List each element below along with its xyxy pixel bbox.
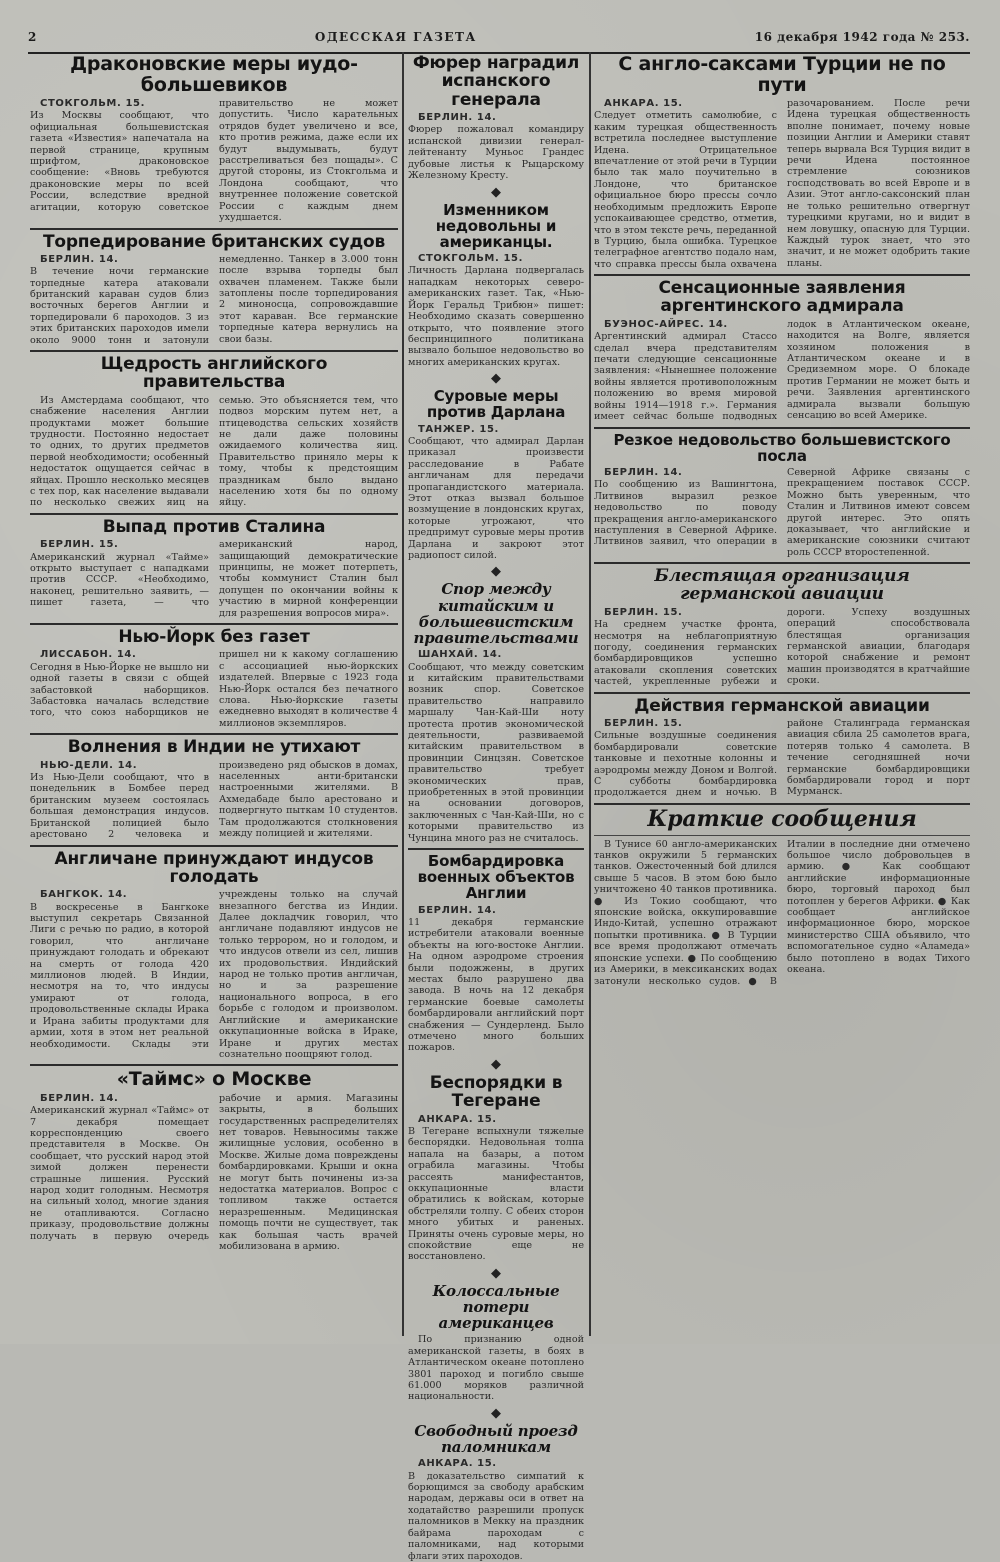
article-dateline: НЬЮ-ДЕЛИ. 14.	[40, 759, 138, 771]
article-dateline: БАНГКОК. 14.	[40, 889, 128, 901]
article-headline: Англичане принуждают индусов голодать	[54, 848, 374, 887]
article-headline: Изменником недовольны и американцы.	[435, 200, 557, 251]
article-headline: Бомбардировка военных объектов Англии	[417, 852, 575, 903]
article-divider	[30, 350, 398, 352]
article-text: На среднем участке фронта, несмотря на неблагоприятную погоду, соединения германских бомбардировщиков успешно атаковали скопления советских частей, укрепленные рубежи и дороги. Успеху воздушных операций способствовала блестящая организация германской авиации, благодаря которой снабжение и ремонт машин производятся в кратчайшие сроки.	[594, 606, 970, 688]
article-dateline: БЕРЛИН. 14.	[418, 112, 497, 124]
article-body	[30, 889, 398, 1060]
newspaper-title: ОДЕССКАЯ ГАЗЕТА	[314, 30, 477, 44]
article-dateline: БЕРЛИН. 15.	[604, 718, 683, 730]
article-divider	[30, 733, 398, 735]
article-divider	[30, 1064, 398, 1066]
article-body	[408, 905, 584, 1054]
article	[30, 355, 398, 509]
article-body	[594, 319, 970, 423]
article-divider	[594, 274, 970, 276]
masthead	[28, 24, 970, 50]
article	[30, 518, 398, 619]
article-divider	[30, 623, 398, 625]
article-text: Сообщают, что между советским и китайским правительствами возник спор. Советское правительство направило маршалу Чан-Кай-Ши ноту протеста против экономической деятельности, развиваемой китайским правительством в провинции Синцзян. Советское правительство требует экономических прав, приобретенных в этой провинции на основании договоров, заключенных с Чан-Кай-Ши, но с которыми правительство из Чунцина много раз не считалось.	[408, 661, 584, 844]
diamond-ornament: ◆	[491, 564, 501, 580]
diamond-ornament: ◆	[491, 371, 501, 387]
article-text: Сильные воздушные соединения бомбардировали советские танковые и пехотные колонны и аэродромы между Доном и Волгой. С субботы бомбардировка продолжается днем и ночью. В районе Сталинграда германская авиация сбила 25 самолетов врага, потеряв только 4 самолета. В течение сегодняшней ночи германские бомбардировщики бомбардировали город и порт Мурманск.	[594, 718, 970, 799]
article-body	[30, 98, 398, 223]
article-body	[30, 395, 398, 509]
article-text: В доказательство симпатий к борющимся за свободу арабским народам, державы оси в ответ на ходатайство разрешили пропуск паломников в Мекку на праздник байрама пароходам с паломниками, над которыми флаги этих пароходов.	[408, 1470, 584, 1562]
article-body	[408, 1334, 584, 1402]
article-text: В Тунисе 60 англо-американских танков окружили 5 германских танков. Ожесточенный бой длился свыше 5 часов. В этом бою было уничтожено 40 танков противника. ● Из Токио сообщают, что японские войска, оккупировавшие Индо-Китай, успешно отражают попытки противника. ● В Турции все время продолжают отмечать японские успехи. ● По сообщению из Америки, в мексиканских водах затонули несколько судов. ● В Италии в последние дни отмечено большое число добровольцев в армию. ● Как сообщают английские информационные бюро, торговый пароход был потоплен у берегов Африки. ● Как сообщает английское информационное бюро, морское министерство США объявило, что вспомогательное судно «Аламеда» было потоплено в водах Тихого океана.	[594, 838, 970, 987]
article-text: Фюрер пожаловал командиру испанской дивизии генерал-лейтенанту Муньос Грандес дубовые листья к Рыцарскому Железному Кресту.	[408, 124, 584, 182]
article-body	[594, 718, 970, 799]
article-body	[30, 649, 398, 729]
article-body	[408, 112, 584, 181]
page-number: 2	[28, 30, 37, 44]
article-body	[408, 253, 584, 368]
article-dateline: ЛИССАБОН. 14.	[40, 649, 137, 661]
diamond-ornament: ◆	[491, 1265, 501, 1281]
article-headline: Выпад против Сталина	[102, 516, 326, 537]
article-dateline: БЕРЛИН. 14.	[40, 253, 119, 265]
article-text: Из Нью-Дели сообщают, что в понедельник в Бомбее перед британским музеем состоялась большая демонстрация индусов. Британской полицией было арестовано 2 человека и произведено ряд обысков в домах, населенных анти-британски настроенными жителями. В Ахмедабаде было арестовано и подвергнуто пыткам 10 студентов. Там продолжаются столкновения между полицией и жителями.	[30, 759, 398, 841]
article-body	[408, 424, 584, 562]
article-text: Из Москвы сообщают, что официальная большевистская газета «Известия» напечатала на первой странице, крупным шрифтом, драконовское сообщение: «Вновь требуются драконовские меры по всей России, вследствие вредной агитации, которую советское правительство не может допустить. Число карательных отрядов будет увеличено и все, кто против режима, даже если их будут выдумывать, будут расстреливаться без пощады». С другой стороны, из Стокгольма и Лондона сообщают, что внутреннее положение советской России с каждым днем ухудшается.	[30, 98, 398, 224]
article	[408, 853, 584, 1054]
article	[408, 1074, 584, 1263]
article-headline: Спор между китайским и большевистским правительствами	[413, 580, 579, 647]
article	[594, 54, 970, 270]
article	[408, 1423, 584, 1562]
article-dateline: ШАНХАЙ. 14.	[418, 649, 502, 661]
article-body	[408, 649, 584, 844]
article-body	[594, 607, 970, 688]
diamond-ornament: ◆	[491, 1056, 501, 1072]
article-headline: Сенсационные заявления аргентинского адмирала	[658, 278, 906, 317]
article-text: Личность Дарлана подвергалась нападкам некоторых северо-американских газет. Так, «Нью-Йорк Геральд Трибюн» пишет: Необходимо сказать совершенно открыто, что появление этого беспринципного политикана вызвало большое недовольство во многих американских кругах.	[408, 265, 584, 368]
column-middle	[408, 52, 584, 1562]
article-headline: Действия германской авиации	[634, 695, 930, 716]
article-divider	[594, 692, 970, 694]
article-headline: Свободный проезд паломникам	[414, 1421, 578, 1457]
article-text: Аргентинский адмирал Стассо сделал вчера представителям печати следующие сенсационные заявления: «Нынешнее положение войны является противоположным положению во время мировой войны 1914—1918 г.». Германия имеет сейчас больше подводных лодок в Атлантическом океане, находится на Волге, является хозяином положения в Атлантическом океане и в Средиземном море. О блокаде против Германии не может быть и речи. Заявления аргентинского адмирала вызвали большую сенсацию во всей Америке.	[594, 318, 970, 423]
article-headline: Суровые меры против Дарлана	[426, 387, 566, 422]
article-dateline: БЕРЛИН. 14.	[40, 1092, 119, 1104]
article-dateline: БУЭНОС-АЙРЕС. 14.	[604, 318, 728, 330]
article-divider	[594, 803, 970, 805]
article	[408, 388, 584, 561]
article	[594, 279, 970, 422]
article-headline: Колоссальные потери американцев	[432, 1281, 560, 1333]
article-dateline: СТОКГОЛЬМ. 15.	[40, 98, 145, 110]
article	[30, 628, 398, 729]
article-divider	[30, 513, 398, 515]
article-text: В течение ночи германские торпедные катера атаковали британский караван судов близ восточных берегов Англии и торпедировали 6 пароходов. 3 из этих британских пароходов имели около 9000 тонн и затонули немедленно. Танкер в 3.000 тонн после взрыва торпеды был охвачен пламенем. Также были затоплены после торпедирования 2 миноносца, сопровождавшие этот караван. Все германские торпедные катера вернулись на свои базы.	[30, 253, 398, 346]
article-divider	[594, 562, 970, 564]
article-dateline: БЕРЛИН. 14.	[604, 466, 683, 478]
article-divider	[30, 228, 398, 230]
article-dateline: ТАНЖЕР. 15.	[418, 423, 499, 435]
article-body	[30, 1093, 398, 1253]
article-body	[408, 1458, 584, 1562]
column-right	[594, 52, 970, 1338]
article-dateline: БЕРЛИН. 15.	[40, 539, 119, 551]
article-text: Следует отметить самолюбие, с каким турецкая общественность встретила последнее выступление Идена. Отрицательное впечатление от этой речи в Турции было так мало поучительно в Лондоне, что британское официальное бюро прессы сочло необходимым предложить Европе успокаивающее средство, отметив, что в этом тексте речь, переданной в Турцию, была ошибка. Турецкое телеграфное агентство подало нам, что справка прессы была охвачена разочарованием. После речи Идена турецкая общественность вполне понимает, почему новые позиции Англии и Америки ставят теперь вырвала Вся Турция видит в речи Идена постоянное стремление союзников господствовать во всей Европе и в Азии. Этот англо-саксонский план не только решительно отвергнут турецкими кругами, но и видит в нем ловушку, опасную для Турции. Каждый турок знает, что это значит, и не может одобрить такие планы.	[594, 98, 970, 270]
issue-date: 16 декабря 1942 года № 253.	[754, 30, 970, 44]
article-divider	[408, 848, 584, 850]
article-body	[30, 760, 398, 841]
article	[30, 1069, 398, 1252]
article-text: В воскресенье в Бангкоке выступил секретарь Связанной Лиги с речью по радио, в которой говорил, что англичане принуждают голодать и обрекают на смерть от голода 420 миллионов людей. В Индии, несмотря на то, что индусы умирают от голода, продовольственные склады Ирака и Ирана забиты продуктами для армии, хотя в этом нет реальной необходимости. Склады эти учреждены только на случай внезапного бегства из Индии. Далее докладчик говорил, что англичане подавляют индусов не только террором, но и голодом, и что индусов отвели из сел, лишив их продовольствия. Индийский народ не только против англичан, но и за разрешение национального вопроса, в его борьбе с голодом и произволом. Английские и американские оккупационные войска в Ираке, Иране и других местах сознательно поощряют голод.	[30, 889, 398, 1060]
article	[594, 805, 970, 987]
article-body	[30, 539, 398, 619]
article-headline: Драконовские меры иудо-большевиков	[70, 53, 358, 96]
article-headline: Фюрер наградил испанского генерала	[412, 53, 580, 110]
article-headline: Щедрость английского правительства	[100, 354, 328, 393]
article-headline: «Таймс» о Москве	[116, 1068, 312, 1091]
article	[30, 850, 398, 1061]
article-divider	[594, 427, 970, 429]
article-text: По сообщению из Вашингтона, Литвинов выразил резкое недовольство по поводу прекращения англо-американского наступления в Северной Африке. Литвинов заявил, что операции в Северной Африке связаны с прекращением поставок СССР. Можно быть уверенным, что Сталин и Литвинов имеют совсем другой интерес. Это опять доказывает, что английские и американские союзники считают роль СССР второстепенной.	[594, 466, 970, 558]
article	[408, 202, 584, 369]
article	[594, 697, 970, 799]
article-headline: Торпедирование британских судов	[42, 231, 386, 252]
article-text: 11 декабря германские истребители атаковали военные объекты на юго-востоке Англии. На одном аэродроме строения были подожжены, в других местах было разрушено два завода. В ночь на 12 декабря германские боевые самолеты бомбардировали английский порт снабжения — Сундерленд. Было отмечено много больших пожаров.	[408, 917, 584, 1054]
article	[30, 233, 398, 347]
article-text: Сегодня в Нью-Йорке не вышло ни одной газеты в связи с общей забастовкой наборщиков. Забастовка началась вследствие того, что союз наборщиков не пришел ни к какому соглашению с ассоциацией нью-йоркских издателей. Впервые с 1923 года Нью-Йорк остался без печатного слова. Нью-йоркские газеты ежедневно выходят в количестве 4 миллионов экземпляров.	[30, 649, 398, 729]
article-headline: Краткие сообщения	[647, 805, 917, 832]
article-text: В Тегеране вспыхнули тяжелые беспорядки. Недовольная толпа напала на базары, а потом ограбила магазины. Чтобы рассеять манифестантов, оккупационные власти обратились к войскам, которые обстреляли толпу. С обеих сторон много убитых и раненых. Приняты очень суровые меры, но спокойствие еще не восстановлено.	[408, 1126, 584, 1263]
column-left	[30, 52, 398, 1338]
article-body	[594, 467, 970, 558]
column-separator	[402, 52, 404, 1336]
article	[30, 54, 398, 224]
article-dateline: АНКАРА. 15.	[418, 1458, 497, 1470]
article	[408, 1283, 584, 1403]
article-text: Американский журнал «Таймс» от 7 декабря помещает корреспонденцию своего представителя в Москве. Он сообщает, что русский народ этой зимой должен перенести страшные лишения. Русский народ ходит голодным. Несмотря на сильный холод, многие здания не отапливаются. Согласно приказу, продовольствие должны получать в первую очередь рабочие и армия. Магазины закрыты, в больших государственных распределителях нет товаров. Невыносимы также жилищные условия, особенно в Москве. Жилые дома повреждены бомбардировками. Крыши и окна не могут быть починены из-за недостатка материалов. Вопрос с топливом также остается неразрешенным. Медицинская помощь почти не существует, так как большая часть врачей мобилизована в армию.	[30, 1092, 398, 1253]
column-separator	[589, 52, 591, 1336]
article-dateline: СТОКГОЛЬМ. 15.	[418, 253, 523, 265]
article-text: Американский журнал «Тайме» открыто выступает с нападками против СССР. «Необходимо, наконец, решительно заявить, — пишет газета, — что американский народ, защищающий демократические принципы, не может потерпеть, чтобы коммунист Сталин был допущен по окончании войны к участию в мирной конференции для разрешения вопросов мира».	[30, 539, 398, 619]
article-dateline: БЕРЛИН. 14.	[418, 904, 497, 916]
article-text: Из Амстердама сообщают, что снабжение населения Англии продуктами может большие трудности. Постоянно недостает то одних, то других предметов первой необходимости; особенный недостаток ощущается сейчас в яйцах. Прошло несколько месяцев с тех пор, как население выдавали по несколько свежих яиц на семью. Это объясняется тем, что подвоз морским путем нет, а птицеводства сельских хозяйств не дали даже половины ожидаемого количества яиц. Правительство приняло меры к тому, чтобы к предстоящим праздникам было выдано населению хотя бы по одному яйцу.	[30, 394, 398, 509]
article-headline: Резкое недовольство большевистского посла	[613, 430, 951, 465]
headline-rule	[594, 835, 970, 836]
article	[408, 54, 584, 182]
article-divider	[30, 845, 398, 847]
article-headline: Блестящая организация германской авиации	[654, 566, 910, 605]
article-text: По признанию одной американской газеты, в боях в Атлантическом океане потоплено 3801 пароход и погибло свыше 61.000 моряков различной национальности.	[408, 1334, 584, 1403]
article-body	[594, 839, 970, 987]
diamond-ornament: ◆	[491, 1405, 501, 1421]
article-body	[408, 1114, 584, 1263]
article-headline: С англо-саксами Турции не по пути	[618, 53, 946, 96]
article	[594, 567, 970, 688]
article	[594, 432, 970, 559]
article-body	[30, 254, 398, 346]
article-headline: Беспорядки в Тегеране	[429, 1072, 563, 1112]
article	[408, 581, 584, 844]
article-dateline: АНКАРА. 15.	[604, 98, 683, 110]
article-body	[594, 98, 970, 270]
article-dateline: АНКАРА. 15.	[418, 1113, 497, 1125]
article-headline: Нью-Йорк без газет	[118, 627, 310, 648]
article	[30, 738, 398, 840]
diamond-ornament: ◆	[491, 184, 501, 200]
article-text: Сообщают, что адмирал Дарлан приказал произвести расследование в Рабате англичанам для передачи пропагандистского материала. Этот отказ вызвал большое возмущение в лондонских кругах, которые угрожают, что предпримут суровые меры против Дарлана и закроют этот радиопост силой.	[408, 435, 584, 561]
article-headline: Волнения в Индии не утихают	[67, 737, 361, 758]
article-dateline: БЕРЛИН. 15.	[604, 606, 683, 618]
